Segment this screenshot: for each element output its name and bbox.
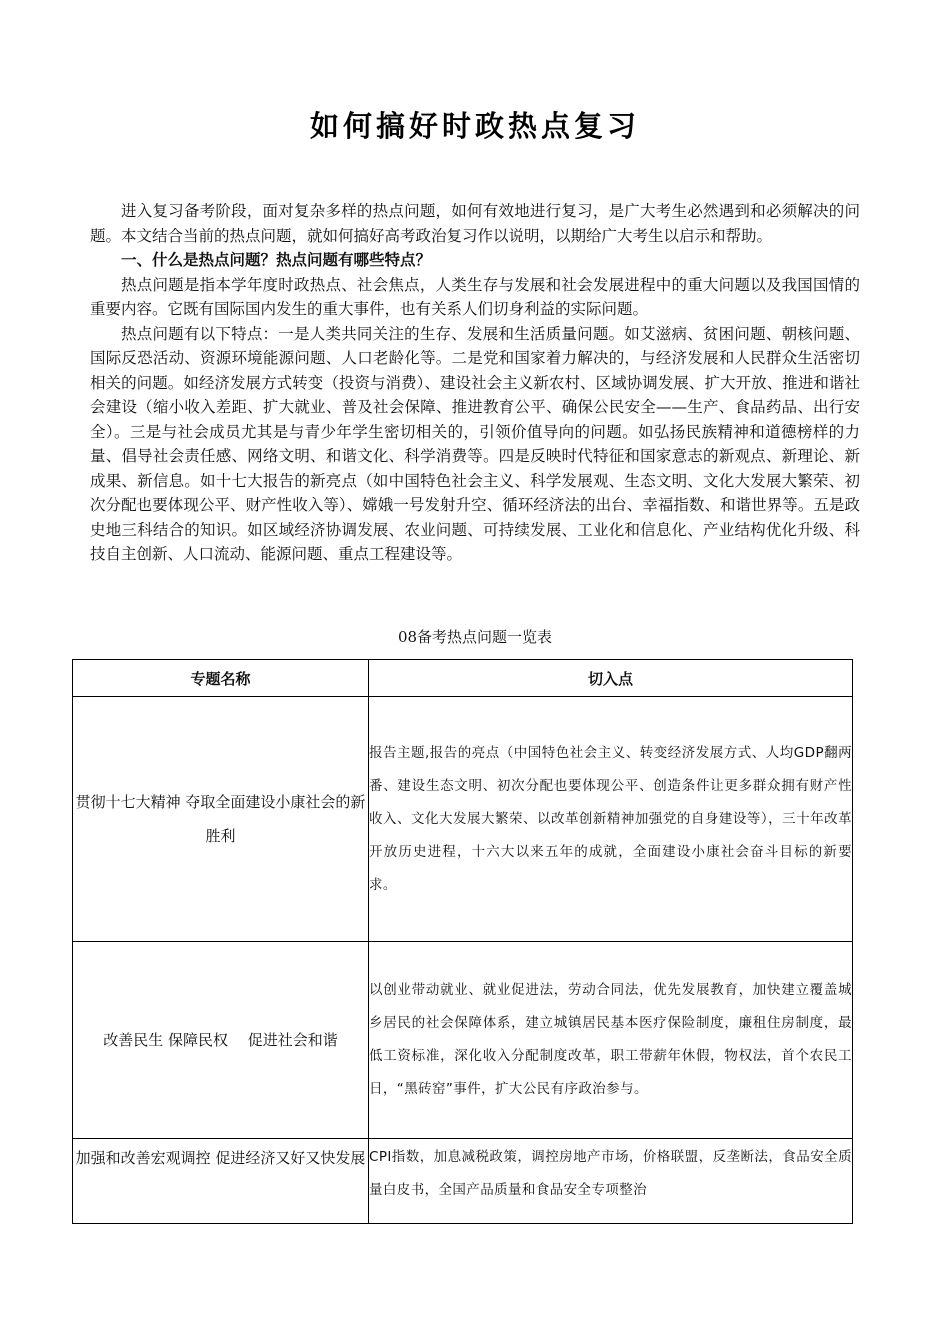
points-cell: 报告主题,报告的亮点（中国特色社会主义、转变经济发展方式、人均GDP翻两番、建设生态文明、初次分配也要体现公平、创造条件让更多群众拥有财产性收入、文化大发展大繁荣、以改革创新精神加强党的自身建设等），三十年改革开放历史进程，十六大以来五年的成就，全面建设小康社会奋斗目标的新要求。 — [369, 697, 853, 942]
section-heading: 一、什么是热点问题？热点问题有哪些特点？ — [121, 251, 432, 269]
table-row — [73, 1139, 853, 1224]
topic-cell: 改善民生 保障民权 促进社会和谐 — [73, 942, 369, 1139]
hot-topics-table — [72, 659, 853, 1224]
header-entry-points: 切入点 — [369, 660, 853, 697]
points-cell: CPI指数，加息减税政策，调控房地产市场，价格联盟，反垄断法，食品安全质量白皮书，全国产品质量和食品安全专项整治 — [369, 1139, 853, 1224]
table-row — [73, 697, 853, 942]
table-caption: 08备考热点问题一览表 — [397, 628, 553, 646]
article-body — [90, 199, 860, 567]
header-topic: 专题名称 — [73, 660, 369, 697]
intro-paragraph: 进入复习备考阶段，面对复杂多样的热点问题，如何有效地进行复习，是广大考生必然遇到和必须解决的问题。本文结合当前的热点问题，就如何搞好高考政治复习作以说明，以期给广大考生以启示和帮助。 — [90, 202, 860, 245]
features-paragraph: 热点问题有以下特点：一是人类共同关注的生存、发展和生活质量问题。如艾滋病、贫困问题、朝核问题、国际反恐活动、资源环境能源问题、人口老龄化等。二是党和国家着力解决的，与经济发展和人民群众生活密切相关的问题。如经济发展方式转变（投资与消费）、建设社会主义新农村、区域协调发展、扩大开放、推进和谐社会建设（缩小收入差距、扩大就业、普及社会保障、推进教育公平、确保公民安全——生产、食品药品、出行安全）。三是与社会成员尤其是与青少年学生密切相关的，引领价值导向的问题。如弘扬民族精神和道德榜样的力量、倡导社会责任感、网络文明、和谐文化、科学消费等。四是反映时代特征和国家意志的新观点、新理论、新成果、新信息。如十七大报告的新亮点（如中国特色社会主义、科学发展观、生态文明、文化大发展大繁荣、初次分配也要体现公平、财产性收入等）、嫦娥一号发射升空、循环经济法的出台、幸福指数、和谐世界等。五是政史地三科结合的知识。如区域经济协调发展、农业问题、可持续发展、工业化和信息化、产业结构优化升级、科技自主创新、人口流动、能源问题、重点工程建设等。 — [90, 324, 860, 563]
points-cell: 以创业带动就业、就业促进法，劳动合同法，优先发展教育，加快建立覆盖城乡居民的社会保障体系，建立城镇居民基本医疗保险制度，廉租住房制度，最低工资标准，深化收入分配制度改革，职工带薪年休假，物权法，首个农民工日，“黑砖窑”事件，扩大公民有序政治参与。 — [369, 942, 853, 1139]
table-header-row — [73, 660, 853, 697]
topic-cell: 贯彻十七大精神 夺取全面建设小康社会的新胜利 — [73, 697, 369, 942]
topic-cell: 加强和改善宏观调控 促进经济又好又快发展 — [73, 1139, 369, 1224]
table-row — [73, 942, 853, 1139]
definition-paragraph: 热点问题是指本学年度时政热点、社会焦点，人类生存与发展和社会发展进程中的重大问题以及我国国情的重要内容。它既有国际国内发生的重大事件，也有关系人们切身利益的实际问题。 — [90, 275, 860, 318]
page-title: 如何搞好时政热点复习 — [309, 109, 640, 143]
